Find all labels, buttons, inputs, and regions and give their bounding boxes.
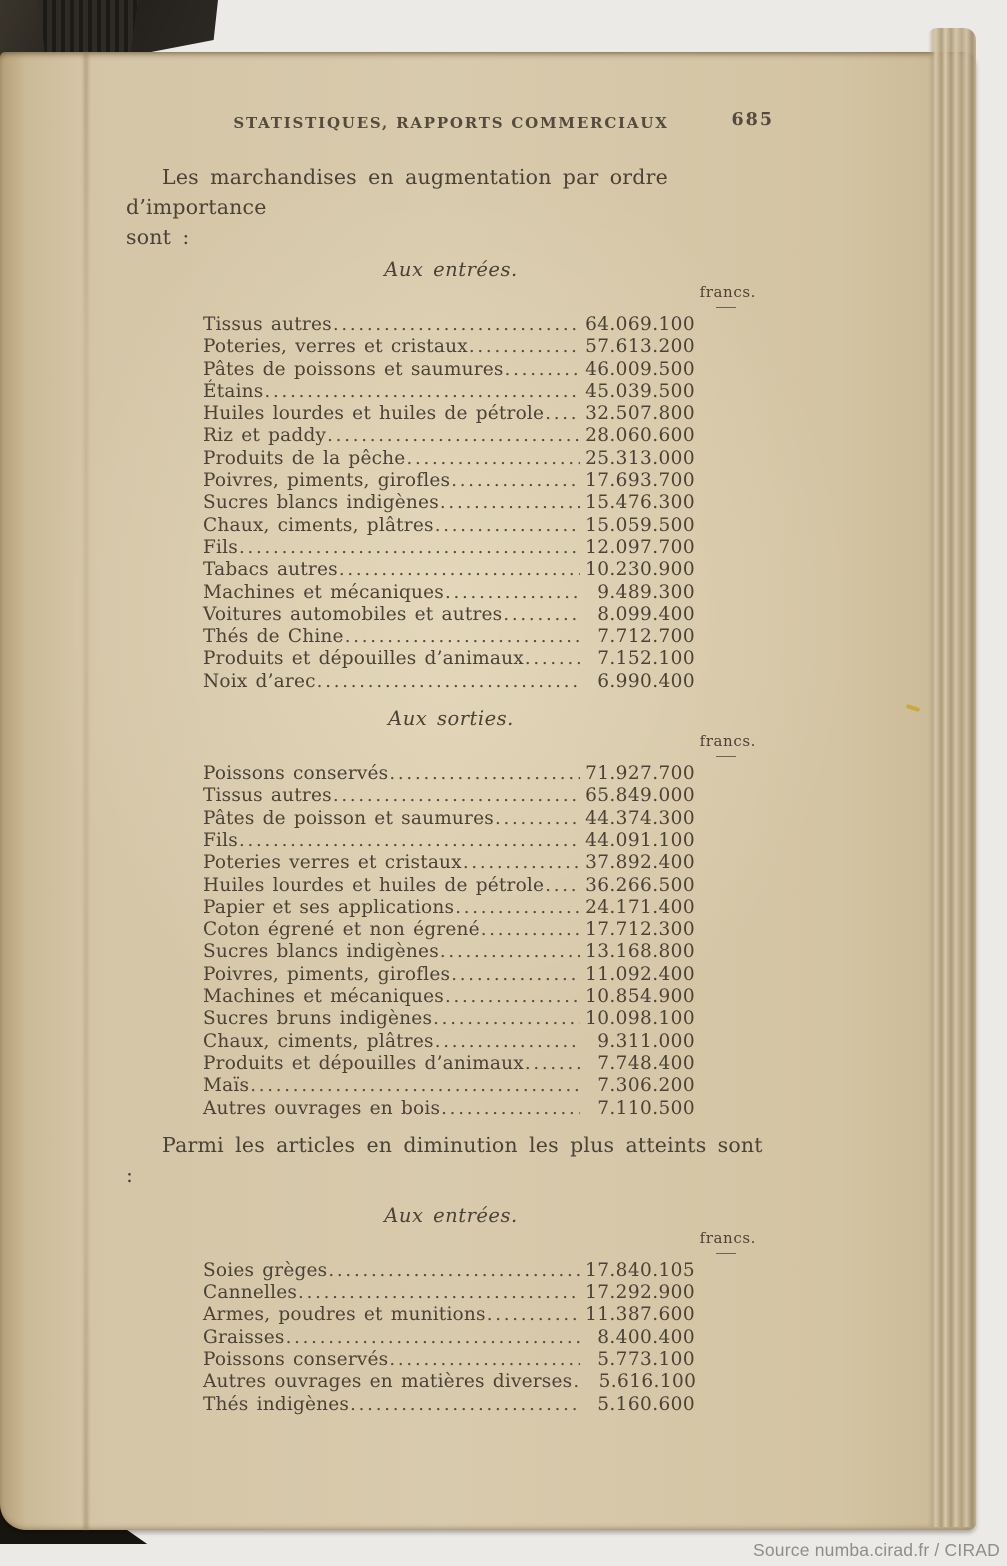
statistics-table (203, 763, 695, 1120)
row-label: Soies grèges (203, 1259, 328, 1281)
row-value: 28.060.600 (585, 425, 695, 447)
dot-leader (286, 1327, 580, 1349)
table-row (203, 604, 695, 626)
dot-leader (239, 830, 580, 852)
table-row (203, 626, 695, 648)
statistics-table (203, 1260, 695, 1416)
row-label: Machines et mécaniques (203, 986, 444, 1008)
diminution-paragraph: Parmi les articles en diminution les plus atteints sont : (126, 1132, 763, 1187)
row-label: Sucres blancs indigènes (203, 492, 439, 514)
intro-paragraph (126, 162, 776, 252)
row-label: Tabacs autres (203, 559, 338, 581)
table-row (203, 919, 695, 941)
table-row (203, 403, 695, 425)
row-label: Sucres bruns indigènes (203, 1008, 433, 1030)
intro-line2: sont : (126, 225, 190, 249)
dot-leader (250, 1075, 580, 1097)
row-label: Huiles lourdes et huiles de pétrole (203, 874, 545, 896)
unit-label: francs. (699, 283, 756, 301)
row-value: 10.854.900 (585, 986, 695, 1008)
table-row (203, 964, 695, 986)
row-value: 11.387.600 (585, 1304, 695, 1326)
row-label: Riz et paddy (203, 425, 327, 447)
row-label: Fils (203, 829, 238, 851)
row-value: 15.059.500 (585, 514, 695, 536)
row-value: 64.069.100 (585, 314, 695, 335)
table-row (203, 1008, 695, 1030)
dot-leader (545, 875, 580, 897)
section-heading: Aux entrées. (384, 1203, 518, 1227)
table-row (203, 763, 695, 785)
row-value: 17.840.105 (585, 1259, 695, 1281)
dot-leader (469, 336, 580, 358)
row-label: Coton égrené et non égrené (203, 919, 480, 941)
dot-leader (481, 919, 580, 941)
table-row (203, 1282, 695, 1304)
row-label: Chaux, ciments, plâtres (203, 514, 434, 536)
row-value: 71.927.700 (585, 763, 695, 785)
row-value: 44.374.300 (585, 807, 695, 829)
row-value: 10.098.100 (585, 1008, 695, 1030)
dot-leader (451, 964, 580, 986)
row-value: 7.712.700 (597, 626, 695, 648)
table-row (203, 1260, 695, 1282)
table-row (203, 830, 695, 852)
running-header (126, 52, 776, 132)
row-value: 5.773.100 (597, 1348, 695, 1370)
row-value: 37.892.400 (585, 852, 695, 874)
row-value: 5.160.600 (597, 1393, 695, 1415)
row-label: Machines et mécaniques (203, 581, 444, 603)
dot-leader (455, 897, 580, 919)
table-row (203, 1075, 695, 1097)
table-row (203, 381, 695, 403)
table-row (203, 1371, 695, 1393)
table-row (203, 559, 695, 581)
page-content (126, 52, 776, 1416)
row-value: 7.152.100 (597, 648, 695, 670)
row-value: 7.110.500 (597, 1097, 695, 1119)
table-row (203, 470, 695, 492)
unit-underline (716, 302, 736, 308)
unit-underline (716, 751, 736, 757)
table-row (203, 1098, 695, 1120)
dot-leader (463, 852, 580, 874)
statistics-table (203, 314, 695, 693)
row-label: Produits et dépouilles d’animaux (203, 1052, 524, 1074)
table-row (203, 648, 695, 670)
page-fold-crease (84, 52, 88, 1530)
row-value: 5.616.100 (598, 1371, 697, 1393)
row-value: 17.292.900 (585, 1282, 695, 1304)
table-row (203, 314, 695, 336)
row-value: 17.693.700 (585, 470, 695, 492)
row-label: Autres ouvrages en matières diverses (203, 1371, 573, 1393)
row-label: Pâtes de poissons et saumures (203, 358, 504, 380)
row-label: Tissus autres (203, 785, 332, 807)
dot-leader (445, 582, 580, 604)
row-value: 7.306.200 (597, 1075, 695, 1097)
dot-leader (435, 1031, 580, 1053)
dot-leader (339, 559, 580, 581)
dot-leader (495, 808, 580, 830)
dot-leader (406, 448, 580, 470)
table-row (203, 941, 695, 963)
table-row (203, 1394, 695, 1416)
dot-leader (487, 1304, 580, 1326)
row-value: 57.613.200 (585, 336, 695, 358)
dot-leader (327, 425, 580, 447)
row-label: Chaux, ciments, plâtres (203, 1030, 434, 1052)
dot-leader (333, 314, 580, 336)
row-value: 6.990.400 (597, 670, 695, 692)
dot-leader (441, 1098, 580, 1120)
dot-leader (503, 604, 580, 626)
row-value: 46.009.500 (585, 358, 695, 380)
paper-speck (906, 704, 921, 712)
section-heading: Aux sorties. (388, 707, 514, 731)
table-row (203, 808, 695, 830)
table-row (203, 1304, 695, 1326)
dot-leader (435, 515, 580, 537)
row-label: Voitures automobiles et autres (203, 603, 503, 625)
section-heading: Aux entrées. (384, 258, 518, 281)
table-row (203, 986, 695, 1008)
table-row (203, 336, 695, 358)
row-value: 44.091.100 (585, 829, 695, 851)
row-label: Armes, poudres et munitions (203, 1304, 486, 1326)
row-label: Huiles lourdes et huiles de pétrole (203, 403, 545, 425)
unit-label: francs. (699, 732, 756, 751)
source-credit: Source numba.cirad.fr / CIRAD (753, 1540, 1000, 1560)
row-value: 8.099.400 (597, 603, 695, 625)
row-label: Noix d’arec (203, 670, 316, 692)
section-sorties-augmentation (126, 707, 776, 1120)
dot-leader (440, 941, 580, 963)
table-row (203, 537, 695, 559)
dot-leader (525, 1053, 580, 1075)
table-row (203, 1327, 695, 1349)
dot-leader (525, 648, 580, 670)
row-value: 9.489.300 (597, 581, 695, 603)
row-value: 36.266.500 (585, 874, 695, 896)
dot-leader (389, 763, 580, 785)
unit-label: francs. (699, 1228, 756, 1247)
intro-line1: Les marchandises en augmentation par ordre d’importance (126, 165, 668, 219)
table-row (203, 492, 695, 514)
dot-leader (440, 492, 580, 514)
row-label: Poivres, piments, girofles (203, 963, 451, 985)
dot-leader (265, 381, 581, 403)
dot-leader (505, 359, 580, 381)
dot-leader (433, 1008, 580, 1030)
row-label: Cannelles (203, 1282, 298, 1304)
dot-leader (350, 1394, 580, 1416)
row-value: 13.168.800 (585, 941, 695, 963)
row-label: Fils (203, 536, 238, 558)
dot-leader (317, 671, 580, 693)
table-row (203, 897, 695, 919)
row-label: Graisses (203, 1326, 285, 1348)
table-row (203, 359, 695, 381)
row-value: 8.400.400 (597, 1326, 695, 1348)
row-label: Maïs (203, 1075, 250, 1097)
row-value: 65.849.000 (585, 785, 695, 807)
row-value: 7.748.400 (597, 1052, 695, 1074)
row-value: 24.171.400 (585, 896, 695, 918)
table-row (203, 785, 695, 807)
row-label: Étains (203, 380, 264, 402)
section-entrees-augmentation (126, 258, 776, 693)
row-label: Thés indigènes (203, 1393, 350, 1415)
table-row (203, 875, 695, 897)
table-row (203, 448, 695, 470)
dot-leader (389, 1349, 580, 1371)
dot-leader (545, 403, 580, 425)
scanned-book-page (0, 52, 976, 1530)
row-label: Produits et dépouilles d’animaux (203, 648, 524, 670)
row-label: Poteries verres et cristaux (203, 852, 462, 874)
row-value: 25.313.000 (585, 447, 695, 469)
row-label: Papier et ses applications (203, 896, 455, 918)
table-row (203, 425, 695, 447)
unit-underline (716, 1248, 736, 1254)
table-row (203, 582, 695, 604)
row-value: 15.476.300 (585, 492, 695, 514)
row-label: Sucres blancs indigènes (203, 941, 439, 963)
row-label: Poteries, verres et cristaux (203, 336, 468, 358)
page-number: 685 (731, 110, 774, 130)
row-value: 10.230.900 (585, 559, 695, 581)
row-label: Produits de la pêche (203, 447, 406, 469)
table-row (203, 671, 695, 693)
section-entrees-diminution (126, 1204, 776, 1416)
row-value: 32.507.800 (585, 403, 695, 425)
table-row (203, 852, 695, 874)
row-label: Poivres, piments, girofles (203, 470, 451, 492)
row-label: Poissons conservés (203, 763, 389, 785)
table-row (203, 1031, 695, 1053)
running-title: STATISTIQUES, RAPPORTS COMMERCIAUX (233, 114, 669, 132)
dot-leader (328, 1260, 580, 1282)
dot-leader (333, 785, 580, 807)
row-value: 11.092.400 (585, 963, 695, 985)
table-row (203, 1053, 695, 1075)
dot-leader (573, 1371, 581, 1393)
row-label: Autres ouvrages en bois (203, 1097, 441, 1119)
dot-leader (239, 537, 580, 559)
table-row (203, 515, 695, 537)
dot-leader (451, 470, 580, 492)
row-value: 45.039.500 (585, 380, 695, 402)
row-value: 17.712.300 (585, 919, 695, 941)
dot-leader (345, 626, 580, 648)
table-row (203, 1349, 695, 1371)
row-value: 9.311.000 (597, 1030, 695, 1052)
dot-leader (445, 986, 580, 1008)
row-value: 12.097.700 (585, 536, 695, 558)
row-label: Thés de Chine (203, 626, 344, 648)
row-label: Poissons conservés (203, 1348, 389, 1370)
page-edge-stack (928, 28, 976, 1527)
dot-leader (298, 1282, 580, 1304)
row-label: Tissus autres (203, 314, 332, 335)
row-label: Pâtes de poisson et saumures (203, 807, 494, 829)
